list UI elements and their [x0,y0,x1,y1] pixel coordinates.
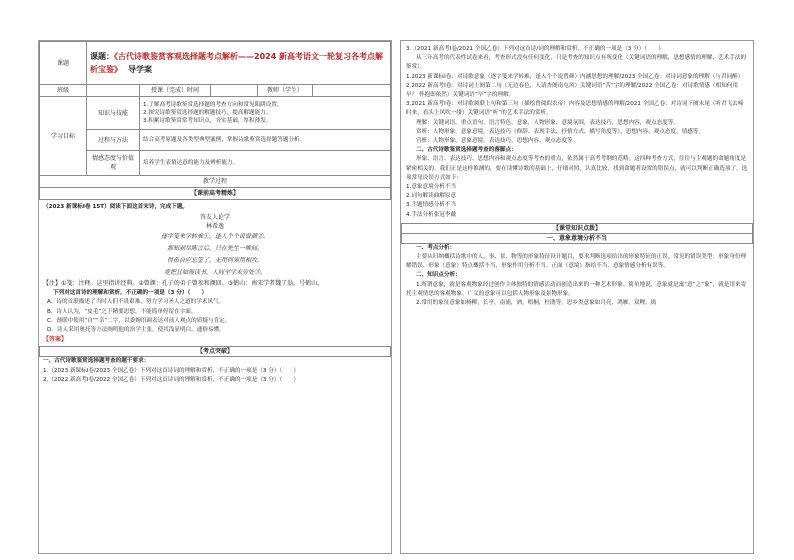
point2-text: 1.所谓意象，就是客观物象经过创作主体独特的情感活动而创造出来的一种艺术形象。简单地说，意象就是寓“意”之“象”，就是用来寄托主观情思的客观物象。广义的意象可以包括人物形象及景物形象。 [406,281,747,297]
question-stem: 下列对这首诗的理解和赏析，不正确的一项是（3 分）（ ） [53,290,208,297]
goal-label-2: 过程与方法 [87,130,140,151]
title-red: 《古代诗歌鉴赏客观选择题考点解析——2024 新高考语文一轮复习各考点解析宝鉴》 [90,52,384,74]
poem-line: 那知剥尽陈言后，只在先生一唯间。 [166,245,263,253]
example-3: 3.2021 新高考Ⅰ卷：对诗歌颔联上句和第三句（描绘曾阅似农帝）内容及思想情感的理解/2021 全国乙卷：对诗词下阕末尾（听君飞去啼时来，看头上风吹一缕）关键词语“听”的艺术手法的赏析。 [406,101,744,117]
section-classroom: 【课堂知识点拨】 [401,223,753,234]
poem-line: 竟把且如漫读书，人间至学未穷处③。 [163,269,266,277]
point1-label: 一、考点分析： [416,244,456,251]
section-breakthrough: 【考点突破】 [39,346,391,357]
error-type: 3.主题情感分析不当 [406,202,457,209]
option-c: C．颈联中使用“自”“亲”二字，以委婉语调表达对前人观点的质疑与肯定。 [47,317,231,324]
answer-label: 【答案】 [43,336,68,344]
teacher-label: 教师（学生） [258,85,313,97]
topic-label: 课题 [40,42,87,85]
analysis-1: 理解：关键词语，重点语句，语言特色，意象，人物形象，意境氛围，表达技巧，思想内容，观点态度等。 [416,119,679,126]
sub-heading-2: 二、古代诗歌鉴赏选择题考查的落脚点： [416,147,517,154]
goals-group-label: 学习目标 [40,97,87,176]
summary-text: 从三年高考的代表性试卷来看，考查形式没有任何变化，只是考查的知识点有所变化（关键词语的理解，思想感情的理解，艺术手法的鉴赏）。 [406,55,747,71]
page-title [87,42,391,85]
title-suffix: 导学案 [128,65,152,74]
option-d: D．诗人采用奥托等方法阐明他的治学主张，使其浅显明白、通俗易懂。 [47,327,225,334]
poem-author: 林希逸 [205,223,224,231]
time-value [211,85,258,97]
point2-label: 二、知识点分析： [416,272,461,279]
item-1: 1.（2023 新课标Ⅰ卷/2023 全国乙卷）下列对这首诗词的理解和赏析，不正确的一项是（3 分）（ ） [43,367,299,374]
analysis-2: 赏析：人物形象，意象意境，表达技巧（修辞、表现手法、抒情方式、描写角度等），思想内容，观点态度，情感等。 [416,128,705,135]
error-type: 4.手法分析张冠李戴 [406,211,457,218]
item-3: 3.（2021 新高考Ⅰ卷/2021 全国乙卷）下列对这首诗/词的理解和赏析，不正确的一项是（3 分）（ ） [406,46,664,52]
item-2: 2.（2022 新高考Ⅰ卷/2022 全国乙卷）下列对这首诗词的理解和赏析，不正确的一项是（3 分）（ ） [43,376,299,383]
process-label: 教学过程 [40,176,391,188]
right-page [400,40,754,554]
goal-text-1: 1.了解高考诗歌鉴赏选择题的考查方向和常见陷阱设置。 2.探究诗歌鉴赏选择题的解题技巧，提高解题能力。 3.积累诗歌鉴赏常考知识点，夯实基础，厚积薄发。 [140,97,391,130]
left-page [38,40,392,554]
example-2: 2.2022 新高考Ⅰ卷：对诗词上阕第二句（无边春色，人请杏阁南屯风）关键词语“苦”字的理解/2022 全国乙卷：对诗歌情感（相知何用早？ 怀抱即依然）关键词语“早”字的理解。 [406,82,738,99]
option-b: B．诗人认为，“皮毛”之下精要思想，不能简单停留在字面。 [47,308,197,315]
poem-line: 逐字笺来学转难①，逢人个个说曾颜②。 [160,233,269,241]
section-title: 一、意象意境分析不当 [401,234,753,244]
goal-label-1: 知识与技能 [87,97,140,130]
error-type: 2.词句解读曲解原意 [406,193,457,200]
poem-line: 得鱼自应忘筌了，无用何须用相攻。 [166,257,263,265]
class-label: 班级 [40,85,87,97]
goal-text-2: 结合高考原题及各类型典型案例，掌握诗歌鉴赏选择题答题分析。 [140,130,391,151]
question-intro: （2023 新课标Ⅰ卷 15T）阅读下面这首宋诗，完成下题。 [43,204,189,210]
poem-title: 答友人论学 [199,214,230,222]
point1-text: 主要从归纳概括诗歌中的人、事、景、物等的形象特征设计题目，要求判断选项给出的形象特征的正误。常见的错误类型：形象身份理解错误、形象（意象）特点概括不当、形象作用分析不当、正面（意境）指给不当、意象情感分析有误等。 [406,254,747,270]
error-type: 1.意象意境分析不当 [406,184,457,191]
body-text: 形象、语言、表达技巧、思想内容和观点态度等考查的重点，依然属于高考考纲的范畴。这四种考查方式，往往与主观题的命题角度是紧密相关的。我们正是这样推测的，要在读懂诗歌的基础上，仔细对照，认真比较，找到命题者设置的错误点，就可以判断正确选项了。选项常见设误方式如下： [406,156,748,181]
time-label: 授课（完成）时间 [140,85,211,97]
poem-note: 【注】①笺：注释。这里指讲经典。②曾颜：孔子的弟子曾参和颜回。③鹤山：南宋学者魏了翁，号鹤山。 [43,280,324,288]
section-exam: 【课前高考精炼】 [40,188,391,200]
header-table [39,41,391,200]
teacher-value [313,85,391,97]
goal-text-3: 培养学生表情达意的能力及辨析能力。 [140,151,391,176]
example-1: 1.2023 新课标Ⅰ卷：对诗歌意象（逐字笺来学转难，逢人个个说曾颜）内涵思想的理解/2023 全国乙卷：对诗词意象的理解（与君同醉） [406,73,744,80]
title-prefix: 课题： [90,52,114,61]
point3-text: 2.常用的象征意象如杨柳，长亭，南浦，酒，梧桐，杜鹃等。思乡类意象如月亮，鸿雁，双鲤，捣 [416,300,657,307]
goal-label-3: 情感态度与价值观 [87,151,140,176]
sub-heading-1: 一、古代诗歌鉴赏选择题考查的题干要求： [43,358,150,365]
class-value [87,85,140,97]
option-a: A．诗的首联描述了当时人们不畏艰难、努力学习圣人之道的学术风气。 [47,299,225,306]
analysis-3: 宫析：人物形象，意象意境，表达技巧，思想内容，观点态度等。 [416,138,579,145]
